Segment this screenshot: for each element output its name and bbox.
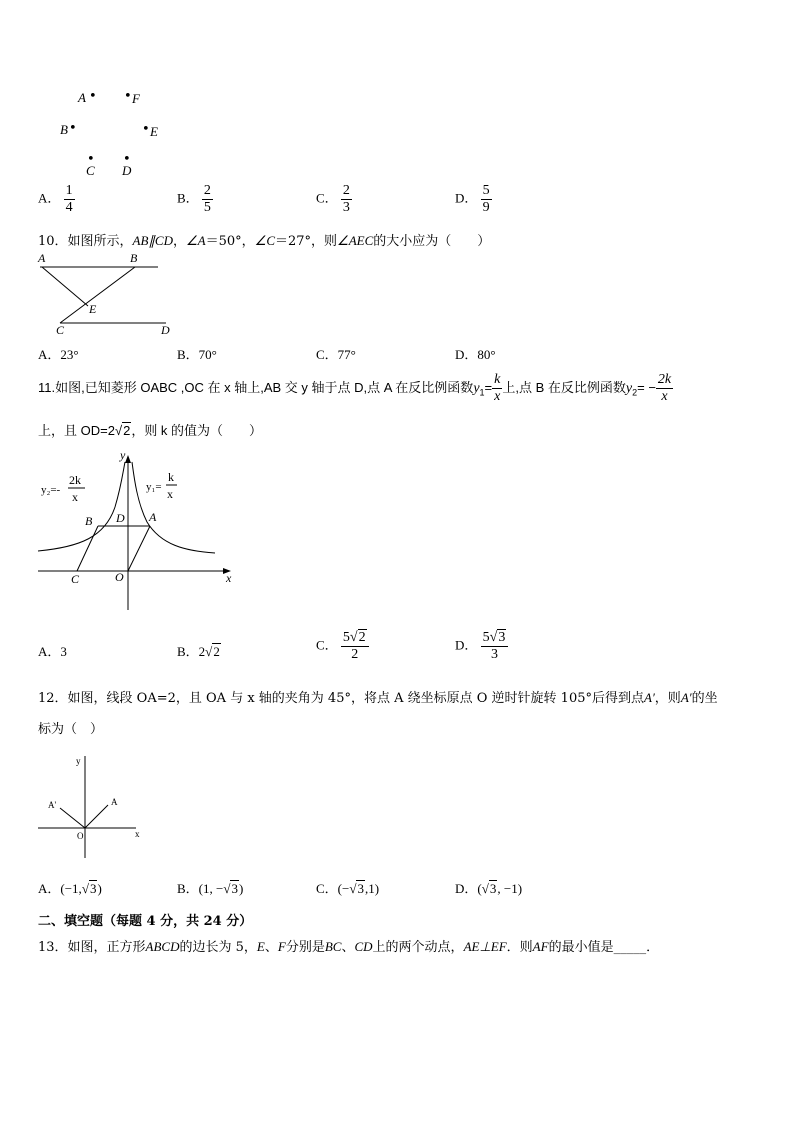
- coefficient: 5: [342, 630, 350, 645]
- radicand: 3: [231, 881, 238, 896]
- text: 1: [479, 387, 485, 398]
- text: 上，且 OD=2: [38, 423, 115, 438]
- eq-y2-den: x: [72, 490, 78, 504]
- denominator: 4: [65, 200, 73, 215]
- numerator: 2: [203, 183, 211, 198]
- section-title: 二、填空题（每题 4 分，共 24 分）: [38, 914, 253, 929]
- radicand: 2: [358, 630, 366, 645]
- numerator: 5√3: [481, 630, 509, 647]
- label-c: C: [71, 572, 80, 586]
- option-value: (1, −: [198, 881, 224, 896]
- option-label: B．: [177, 644, 199, 659]
- text: E: [256, 939, 265, 954]
- segment-oa-prime: [60, 808, 85, 828]
- option-label: C．: [316, 190, 338, 206]
- label-y: y: [76, 756, 81, 766]
- radicand: 3: [489, 881, 497, 896]
- option-label: C．: [316, 637, 338, 653]
- label-x: x: [135, 829, 140, 839]
- point-dot: •: [142, 122, 150, 137]
- text: y: [473, 381, 480, 396]
- q12-option-d[interactable]: D．(√3, −1): [455, 881, 523, 896]
- option-label: A．: [38, 644, 61, 659]
- text: 的坐: [691, 691, 718, 706]
- text: 12．如图，线段 OA=2，且 OA 与 x 轴的夹角为 45°，将点 A 绕坐标原点 O 逆时针旋转 105°后得到点: [38, 691, 644, 706]
- fraction: [492, 372, 502, 405]
- q11-option-a[interactable]: [38, 641, 67, 660]
- text: 11.如图,已知菱形 OABC ,OC 在 x 轴上,AB 交 y 轴于点 D,点 A 在反比例函数: [38, 380, 474, 395]
- option-label: D．: [455, 190, 478, 206]
- option-label: B．: [177, 881, 199, 896]
- point-label-f: F: [132, 91, 140, 106]
- label-y: y: [120, 448, 126, 462]
- fraction: [656, 372, 673, 405]
- denominator: 5: [203, 200, 211, 215]
- text: ∠A: [186, 233, 206, 248]
- text: AE⊥EF: [463, 939, 507, 954]
- curve-y2: [38, 462, 125, 551]
- coefficient: 5: [482, 630, 490, 645]
- eq-y1-num: k: [168, 470, 174, 484]
- q10-option-a[interactable]: A．23°: [38, 347, 79, 362]
- label-a: A: [38, 251, 46, 265]
- q10-figure: [30, 250, 180, 340]
- segment-oa: [85, 805, 108, 828]
- text: ，则: [654, 691, 681, 706]
- numerator: 2k: [657, 372, 672, 388]
- q9-option-a[interactable]: [38, 183, 75, 216]
- option-value: ): [97, 881, 102, 896]
- text: BC: [324, 939, 342, 954]
- text: A′: [644, 690, 655, 705]
- label-d: D: [116, 511, 125, 525]
- denominator: 3: [342, 200, 350, 215]
- text: 标为（ ）: [38, 722, 104, 737]
- text: ∠AEC: [337, 233, 374, 248]
- option-fraction: [64, 183, 75, 216]
- option-label: D．: [455, 881, 478, 896]
- option-value: (: [477, 881, 482, 896]
- option-label: A．: [38, 881, 61, 896]
- option-fraction: [341, 630, 369, 663]
- q10-option-b[interactable]: B．70°: [177, 347, 217, 362]
- option-value: ): [238, 881, 244, 896]
- q11-option-c[interactable]: [316, 630, 369, 663]
- eq-y2-label: y₂=-: [41, 484, 61, 496]
- option-fraction: [341, 183, 352, 216]
- text: ABCD: [145, 939, 180, 954]
- label-e: E: [89, 302, 97, 316]
- option-value: , −1): [497, 881, 523, 896]
- denominator: 3: [490, 647, 498, 662]
- option-value: (−: [337, 881, 350, 896]
- text: 的边长为 5，: [179, 940, 257, 955]
- label-d: D: [161, 323, 170, 337]
- q11-stem-line1: [38, 368, 673, 408]
- point-dot: •: [123, 152, 131, 167]
- point-dot: •: [89, 89, 97, 104]
- option-fraction: [481, 183, 492, 216]
- numerator: k: [494, 372, 501, 388]
- numerator: 2: [342, 183, 350, 198]
- text: 13．如图，正方形: [38, 940, 146, 955]
- radicand: 3: [357, 881, 364, 896]
- q10-option-c[interactable]: C．77°: [316, 347, 356, 362]
- option-value: ,1): [364, 881, 380, 896]
- text: 上的两个动点，: [372, 940, 464, 955]
- q9-option-b[interactable]: [177, 183, 213, 216]
- side-cb: [77, 526, 98, 571]
- option-value: 3: [60, 644, 67, 659]
- radicand: 2: [123, 423, 131, 438]
- text: =: [484, 380, 493, 395]
- label-a-prime: A': [48, 800, 57, 810]
- q9-option-c[interactable]: [316, 183, 352, 216]
- option-fraction: [202, 183, 213, 216]
- numerator: 5√2: [341, 630, 369, 647]
- coefficient: 2: [198, 644, 206, 659]
- text: CD: [354, 939, 373, 954]
- text: y: [625, 381, 633, 396]
- q12-option-c[interactable]: C．(−√3,1): [316, 881, 380, 896]
- text: ．则: [506, 940, 533, 955]
- text: 、: [341, 940, 355, 955]
- text: A′: [680, 690, 692, 705]
- option-fraction: [481, 630, 509, 663]
- q11-option-b[interactable]: [177, 641, 221, 660]
- numerator: 5: [482, 183, 490, 198]
- point-dot: •: [69, 121, 77, 136]
- text: ＝27°，则: [275, 234, 338, 249]
- option-label: A．: [38, 190, 61, 206]
- q12-option-b[interactable]: B．(1, −√3): [177, 881, 244, 896]
- point-label-d: D: [122, 163, 132, 178]
- sqrt-symbol: √: [205, 644, 213, 659]
- q12-figure: [38, 752, 148, 862]
- text: AF: [532, 939, 549, 954]
- point-label-c: C: [86, 163, 95, 178]
- point-label-a: A: [78, 90, 86, 105]
- q12-option-a[interactable]: A．(−1,√3): [38, 881, 102, 896]
- denominator: 9: [482, 200, 490, 215]
- text: ＝50°，: [205, 234, 255, 249]
- eq-y1-label: y₁=: [146, 481, 162, 493]
- point-label-b: B: [60, 122, 68, 137]
- text: 、: [264, 940, 278, 955]
- text: AB∥CD: [132, 233, 173, 248]
- radicand: 3: [498, 630, 506, 645]
- line-ae: [42, 267, 88, 306]
- y-axis-arrow: [125, 455, 131, 463]
- option-label: C．: [316, 881, 338, 896]
- label-a: A: [111, 797, 118, 807]
- label-a: A: [149, 510, 157, 524]
- text: ∠C: [254, 233, 275, 248]
- eq-y1-den: x: [167, 487, 173, 501]
- label-o: O: [115, 570, 124, 584]
- text: 的大小应为（ ）: [373, 234, 491, 249]
- point-dot: •: [87, 152, 95, 167]
- label-b: B: [85, 514, 93, 528]
- q12-stem-line1: [38, 687, 718, 706]
- text: ，: [173, 234, 187, 249]
- q11-option-d[interactable]: [455, 630, 508, 663]
- q11-figure: [35, 447, 240, 617]
- option-value: (−1,: [60, 881, 82, 896]
- text: F: [277, 939, 286, 954]
- label-x: x: [226, 571, 232, 585]
- q11-stem-line2: [38, 420, 262, 439]
- sqrt-symbol: √: [114, 423, 123, 438]
- text: 2: [632, 387, 638, 398]
- text: 的最小值是_____．: [548, 940, 660, 955]
- denominator: 2: [351, 647, 359, 662]
- option-label: B．: [177, 190, 199, 206]
- text: 上,点 B 在反比例函数: [502, 380, 626, 395]
- q9-option-d[interactable]: [455, 183, 492, 216]
- point-dot: •: [124, 89, 132, 104]
- option-label: D．: [455, 637, 478, 653]
- eq-y2-num: 2k: [69, 473, 81, 487]
- radicand: 3: [89, 881, 97, 896]
- q10-stem: [38, 230, 490, 249]
- denominator: x: [661, 389, 668, 405]
- q10-option-d[interactable]: D．80°: [455, 347, 496, 362]
- q12-stem-line2: [38, 718, 103, 737]
- radicand: 2: [213, 644, 220, 659]
- label-b: B: [130, 251, 138, 265]
- text: ，则 k 的值为（ ）: [131, 423, 263, 438]
- side-ao: [128, 526, 150, 571]
- text: 分别是: [285, 940, 325, 955]
- numerator: 1: [65, 183, 73, 198]
- text: 10．如图所示，: [38, 234, 133, 249]
- label-o: O: [77, 831, 84, 841]
- q13-stem: [38, 936, 659, 955]
- line-bc: [60, 267, 135, 323]
- text: = −: [637, 380, 656, 395]
- denominator: x: [494, 389, 501, 405]
- point-label-e: E: [150, 124, 158, 139]
- label-c: C: [56, 323, 65, 337]
